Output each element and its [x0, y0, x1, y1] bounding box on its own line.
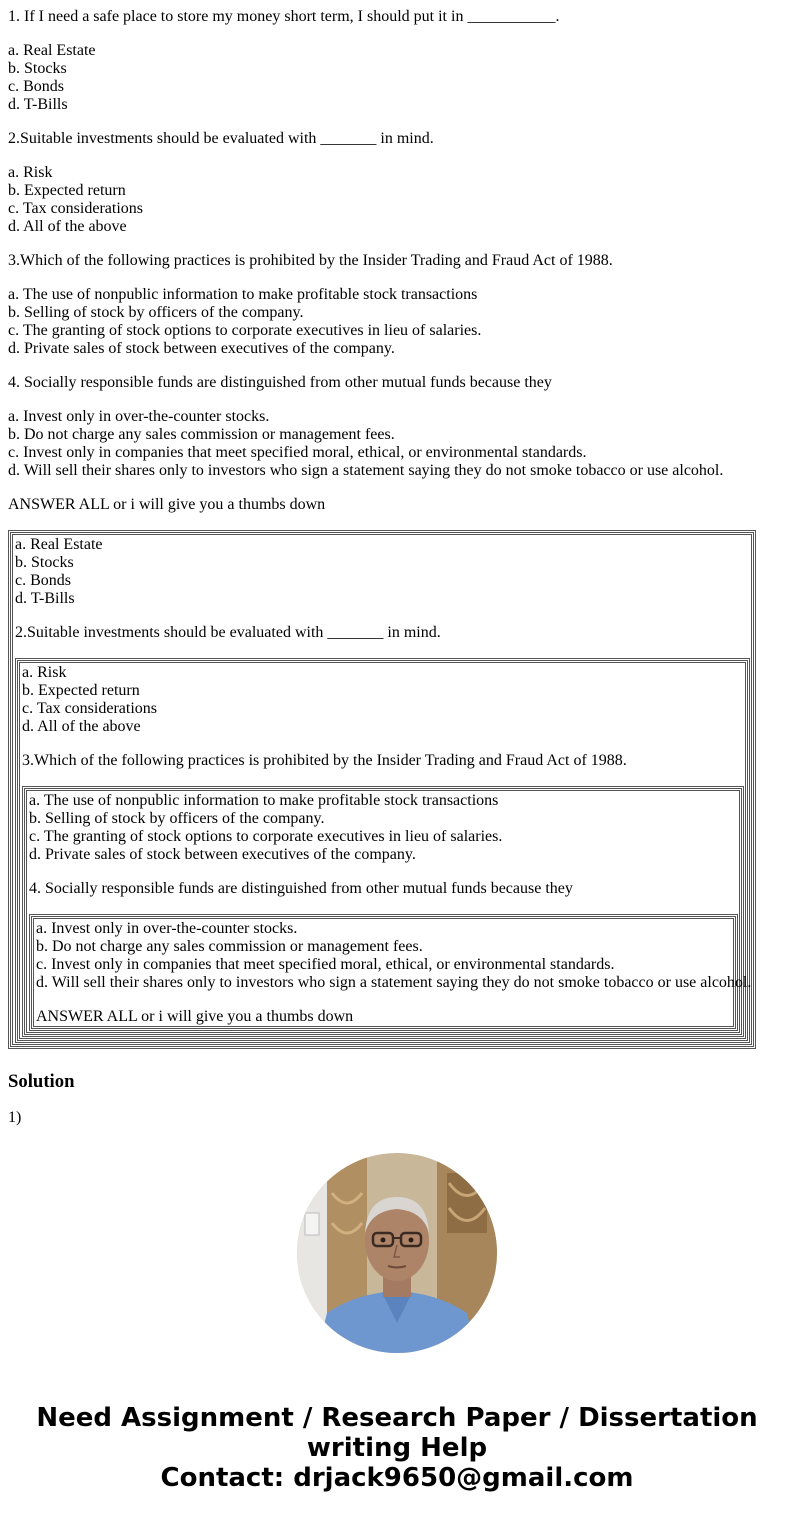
- option: c. The granting of stock options to corporate executives in lieu of salaries.: [8, 322, 482, 339]
- contact-footer: [0, 1403, 794, 1493]
- option: b. Selling of stock by officers of the company.: [29, 810, 325, 827]
- avatar: [297, 1153, 497, 1353]
- option: a. Real Estate: [15, 536, 103, 553]
- option: b. Expected return: [8, 182, 126, 199]
- option: d. Private sales of stock between executives of the company.: [8, 340, 395, 357]
- option: c. Bonds: [8, 78, 64, 95]
- question-2-options: [8, 164, 786, 236]
- option: d. T-Bills: [8, 96, 68, 113]
- question-3-text: 3.Which of the following practices is prohibited by the Insider Trading and Fraud Act of 1988.: [8, 252, 613, 269]
- option: a. Risk: [8, 164, 53, 181]
- nested-table-level-1: [8, 530, 756, 1049]
- option: a. Invest only in over-the-counter stocks.: [8, 408, 270, 425]
- footer-line-2: writing Help: [306, 1433, 488, 1463]
- option: c. Invest only in companies that meet specified moral, ethical, or environmental standards.: [8, 444, 587, 461]
- nested-table-level-3: [22, 786, 752, 1037]
- option: d. Private sales of stock between executives of the company.: [29, 846, 416, 863]
- solution-heading: Solution: [8, 1071, 75, 1092]
- footer-line-1: Need Assignment / Research Paper / Dissertation: [36, 1403, 758, 1433]
- question-2-text: 2.Suitable investments should be evaluated with _______ in mind.: [8, 130, 434, 147]
- option: d. Will sell their shares only to investors who sign a statement saying they do not smoke tobacco or use alcohol.: [36, 974, 752, 991]
- solution-first-line: 1): [8, 1109, 22, 1126]
- option: b. Selling of stock by officers of the company.: [8, 304, 304, 321]
- option: b. Stocks: [15, 554, 74, 571]
- option: d. T-Bills: [15, 590, 75, 607]
- option: c. The granting of stock options to corporate executives in lieu of salaries.: [29, 828, 503, 845]
- closing-note: ANSWER ALL or i will give you a thumbs down: [36, 1008, 354, 1025]
- question-4-text: 4. Socially responsible funds are distinguished from other mutual funds because they: [29, 880, 573, 897]
- question-2-text: 2.Suitable investments should be evaluated with _______ in mind.: [15, 624, 441, 641]
- option: a. Real Estate: [8, 42, 96, 59]
- avatar-portrait: [297, 1153, 497, 1353]
- option: b. Do not charge any sales commission or management fees.: [8, 426, 395, 443]
- question-1-options: [8, 42, 786, 114]
- nested-table-level-4: [29, 914, 752, 1031]
- option: a. Risk: [22, 664, 67, 681]
- option: c. Invest only in companies that meet specified moral, ethical, or environmental standards.: [36, 956, 615, 973]
- footer-contact-email: Contact: drjack9650@gmail.com: [160, 1463, 634, 1493]
- option: a. The use of nonpublic information to make profitable stock transactions: [29, 792, 499, 809]
- closing-note: ANSWER ALL or i will give you a thumbs down: [8, 496, 326, 513]
- option: c. Bonds: [15, 572, 71, 589]
- option: b. Stocks: [8, 60, 67, 77]
- option: d. All of the above: [22, 718, 141, 735]
- option: c. Tax considerations: [22, 700, 157, 717]
- question-4-text: 4. Socially responsible funds are distinguished from other mutual funds because they: [8, 374, 552, 391]
- option: d. Will sell their shares only to investors who sign a statement saying they do not smoke tobacco or use alcohol.: [8, 462, 724, 479]
- question-1-text: 1. If I need a safe place to store my money short term, I should put it in ___________.: [8, 8, 560, 25]
- option: a. The use of nonpublic information to make profitable stock transactions: [8, 286, 478, 303]
- option: d. All of the above: [8, 218, 127, 235]
- option: a. Invest only in over-the-counter stocks.: [36, 920, 298, 937]
- question-3-options: [8, 286, 786, 358]
- nested-table-level-2: [15, 658, 750, 1043]
- option: c. Tax considerations: [8, 200, 143, 217]
- option: b. Do not charge any sales commission or management fees.: [36, 938, 423, 955]
- question-3-text: 3.Which of the following practices is prohibited by the Insider Trading and Fraud Act of 1988.: [22, 752, 627, 769]
- question-4-options: [8, 408, 786, 480]
- option: b. Expected return: [22, 682, 140, 699]
